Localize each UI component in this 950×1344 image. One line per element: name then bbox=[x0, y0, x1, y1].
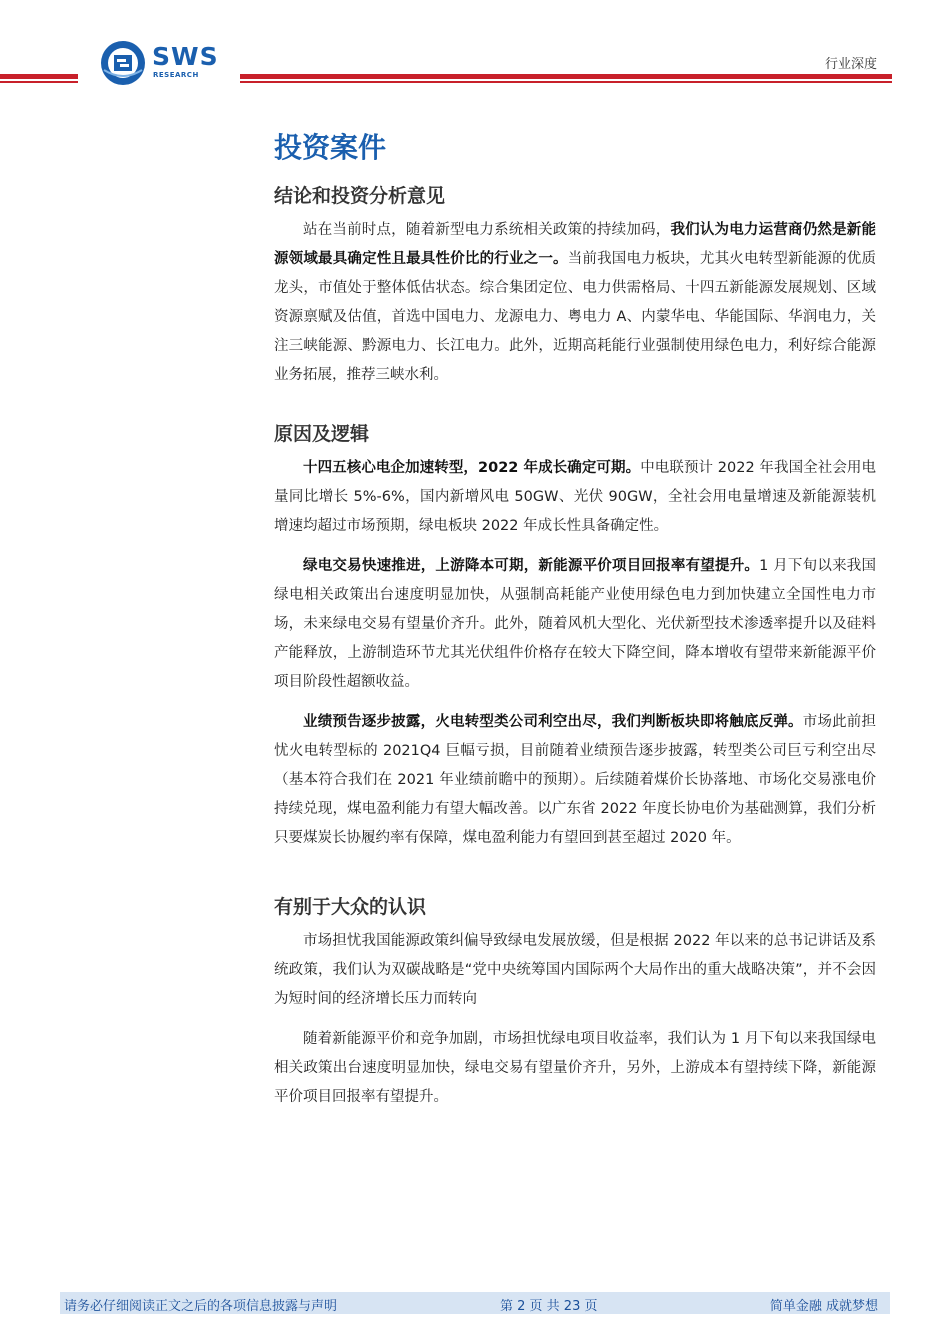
paragraph-lead: 业绩预告逐步披露，火电转型类公司利空出尽，我们判断板块即将触底反弹。 bbox=[303, 714, 803, 730]
paragraph bbox=[274, 552, 876, 697]
paragraph-text: 市场此前担忧火电转型标的 2021Q4 巨幅亏损，目前随着业绩预告逐步披露，转型类公司巨亏利空出尽（基本符合我们在 2021 年业绩前瞻中的预期）。后续随着煤价长协落地、市场化交易涨电价持续兑现，煤电盈利能力有望大幅改善。以广东省 2022 年度长协电价为基础测算，我们分析只要煤炭长协履约率有保障，煤电盈利能力有望回到甚至超过 2020 年。 bbox=[274, 714, 877, 846]
section-differentiated-view bbox=[274, 893, 876, 1112]
paragraph bbox=[274, 1025, 876, 1112]
page-title: 投资案件 bbox=[274, 131, 387, 164]
footer-page-number: 第 2 页 共 23 页 bbox=[500, 1299, 598, 1314]
paragraph bbox=[274, 927, 876, 1014]
section-heading: 结论和投资分析意见 bbox=[274, 185, 446, 207]
header-rule-right bbox=[240, 74, 892, 84]
main-content bbox=[274, 128, 876, 1112]
paragraph-text: 1 月下旬以来我国绿电相关政策出台速度明显加快，从强制高耗能产业使用绿色电力到加快建立全国性电力市场，未来绿电交易有望量价齐升。此外，随着风机大型化、光伏新型技术渗透率提升以及硅料产能释放，上游制造环节尤其光伏组件价格存在较大下降空间，降本增收有望带来新能源平价项目阶段性超额收益。 bbox=[274, 558, 876, 690]
sws-logo-icon bbox=[100, 40, 146, 86]
paragraph bbox=[274, 454, 876, 541]
page-header bbox=[0, 0, 950, 100]
paragraph-lead: 十四五核心电企加速转型，2022 年成长确定可期。 bbox=[303, 460, 641, 476]
paragraph-text: 市场担忧我国能源政策纠偏导致绿电发展放缓，但是根据 2022 年以来的总书记讲话及系统政策，我们认为双碳战略是“党中央统筹国内国际两个大局作出的重大战略决策”，并不会因为短时间的经济增长压力而转向 bbox=[274, 933, 876, 1007]
sws-logo bbox=[100, 40, 230, 88]
section-conclusion bbox=[274, 182, 876, 390]
section-heading: 原因及逻辑 bbox=[274, 423, 370, 445]
page-footer bbox=[60, 1292, 890, 1314]
logo-wordmark: SWS bbox=[152, 42, 219, 71]
paragraph bbox=[274, 708, 876, 853]
report-type: 行业深度 bbox=[824, 57, 877, 72]
paragraph-text: 中电联预计 2022 年我国全社会用电量同比增长 5%-6%，国内新增风电 50GW、光伏 90GW，全社会用电量增速及新能源装机增速均超过市场预期，绿电板块 2022 年成长性具备确定性。 bbox=[274, 460, 876, 534]
header-rule-left bbox=[0, 74, 78, 84]
paragraph-text: 随着新能源平价和竞争加剧，市场担忧绿电项目收益率，我们认为 1 月下旬以来我国绿电相关政策出台速度明显加快，绿电交易有望量价齐升，另外，上游成本有望持续下降，新能源平价项目回报率有望提升。 bbox=[274, 1031, 876, 1105]
footer-disclaimer: 请务必仔细阅读正文之后的各项信息披露与声明 bbox=[64, 1299, 338, 1314]
section-reasons bbox=[274, 420, 876, 853]
paragraph-bold: 我们认为电力运营商仍然是新能源领域最具确定性且最具性价比的行业之一。 bbox=[274, 222, 877, 267]
paragraph bbox=[274, 216, 876, 390]
paragraph-lead: 绿电交易快速推进，上游降本可期，新能源平价项目回报率有望提升。 bbox=[303, 558, 760, 574]
footer-slogan: 简单金融 成就梦想 bbox=[769, 1299, 878, 1314]
paragraph-text: 当前我国电力板块，尤其火电转型新能源的优质龙头，市值处于整体低估状态。综合集团定位、电力供需格局、十四五新能源发展规划、区域资源禀赋及估值，首选中国电力、龙源电力、粤电力 A、内蒙华电、华能国际、华润电力，关注三峡能源、黔源电力、长江电力。此外，近期高耗能行业强制使用绿色电力，利好综合能源业务拓展，推荐三峡水利。 bbox=[274, 251, 876, 383]
section-heading: 有别于大众的认识 bbox=[274, 896, 427, 918]
logo-subtext: RESEARCH bbox=[153, 71, 199, 79]
paragraph-text: 站在当前时点，随着新型电力系统相关政策的持续加码， bbox=[303, 222, 671, 238]
